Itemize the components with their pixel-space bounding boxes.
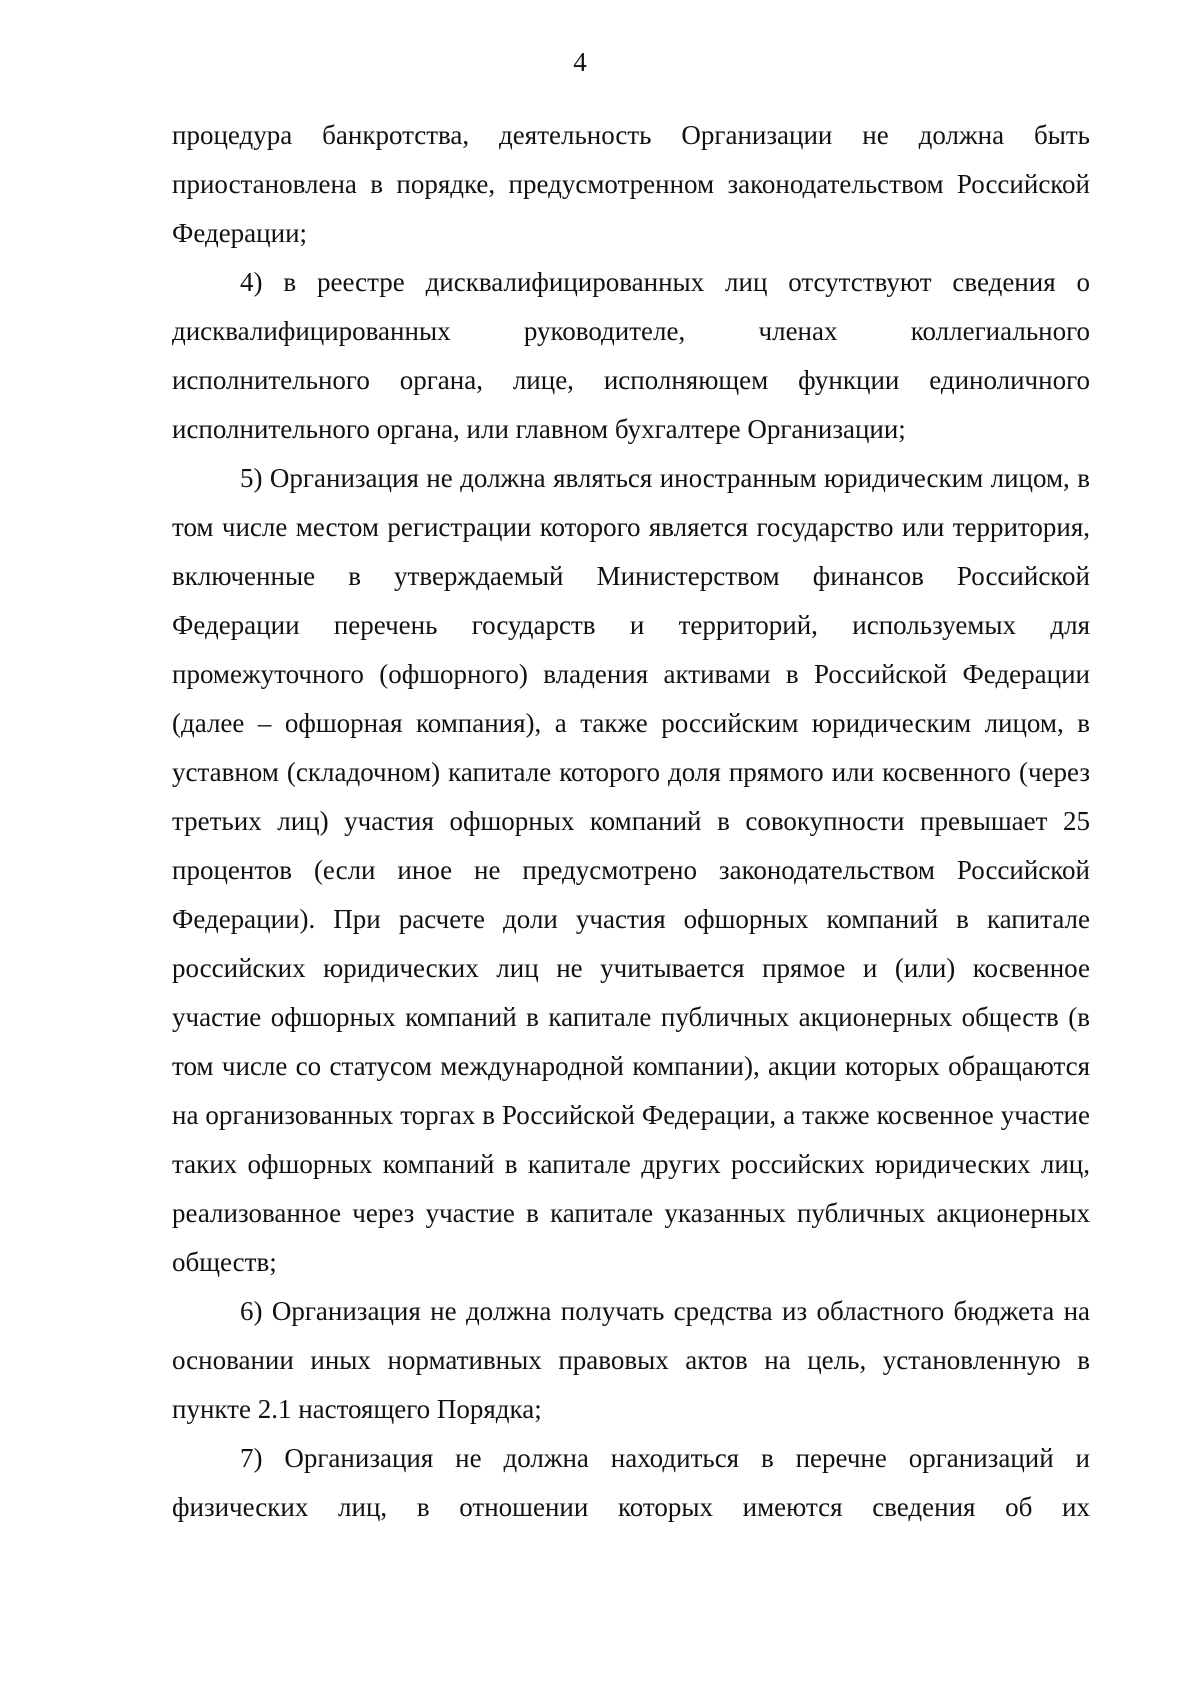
document-body (172, 111, 1090, 1532)
paragraph-item-4: 4) в реестре дисквалифицированных лиц отсутствуют сведения о дисквалифицированных руководителе, членах коллегиального исполнительного органа, лице, исполняющем функции единоличного исполнительного органа, или главном бухгалтере Организации; (172, 267, 1090, 444)
paragraph-item-5: 5) Организация не должна являться иностранным юридическим лицом, в том числе местом регистрации которого является государство или территория, включенные в утверждаемый Министерством финансов Российской Федерации перечень государств и территорий, используемых для промежуточного (офшорного) владения активами в Российской Федерации (далее – офшорная компания), а также российским юридическим лицом, в уставном (складочном) капитале которого доля прямого или косвенного (через третьих лиц) участия офшорных компаний в совокупности превышает 25 процентов (если иное не предусмотрено законодательством Российской Федерации). При расчете доли участия офшорных компаний в капитале российских юридических лиц не учитывается прямое и (или) косвенное участие офшорных компаний в капитале публичных акционерных обществ (в том числе со статусом международной компании), акции которых обращаются на организованных торгах в Российской Федерации, а также косвенное участие таких офшорных компаний в капитале других российских юридических лиц, реализованное через участие в капитале указанных публичных акционерных обществ; (172, 463, 1090, 1277)
paragraph-item-7: 7) Организация не должна находиться в перечне организаций и физических лиц, в отношении которых имеются сведения об их (172, 1443, 1090, 1522)
paragraph-bankruptcy-continuation: процедура банкротства, деятельность Организации не должна быть приостановлена в порядке, предусмотренном законодательством Российской Федерации; (172, 120, 1090, 248)
paragraph-item-6: 6) Организация не должна получать средства из областного бюджета на основании иных нормативных правовых актов на цель, установленную в пункте 2.1 настоящего Порядка; (172, 1296, 1090, 1424)
page-number: 4 (573, 47, 587, 77)
